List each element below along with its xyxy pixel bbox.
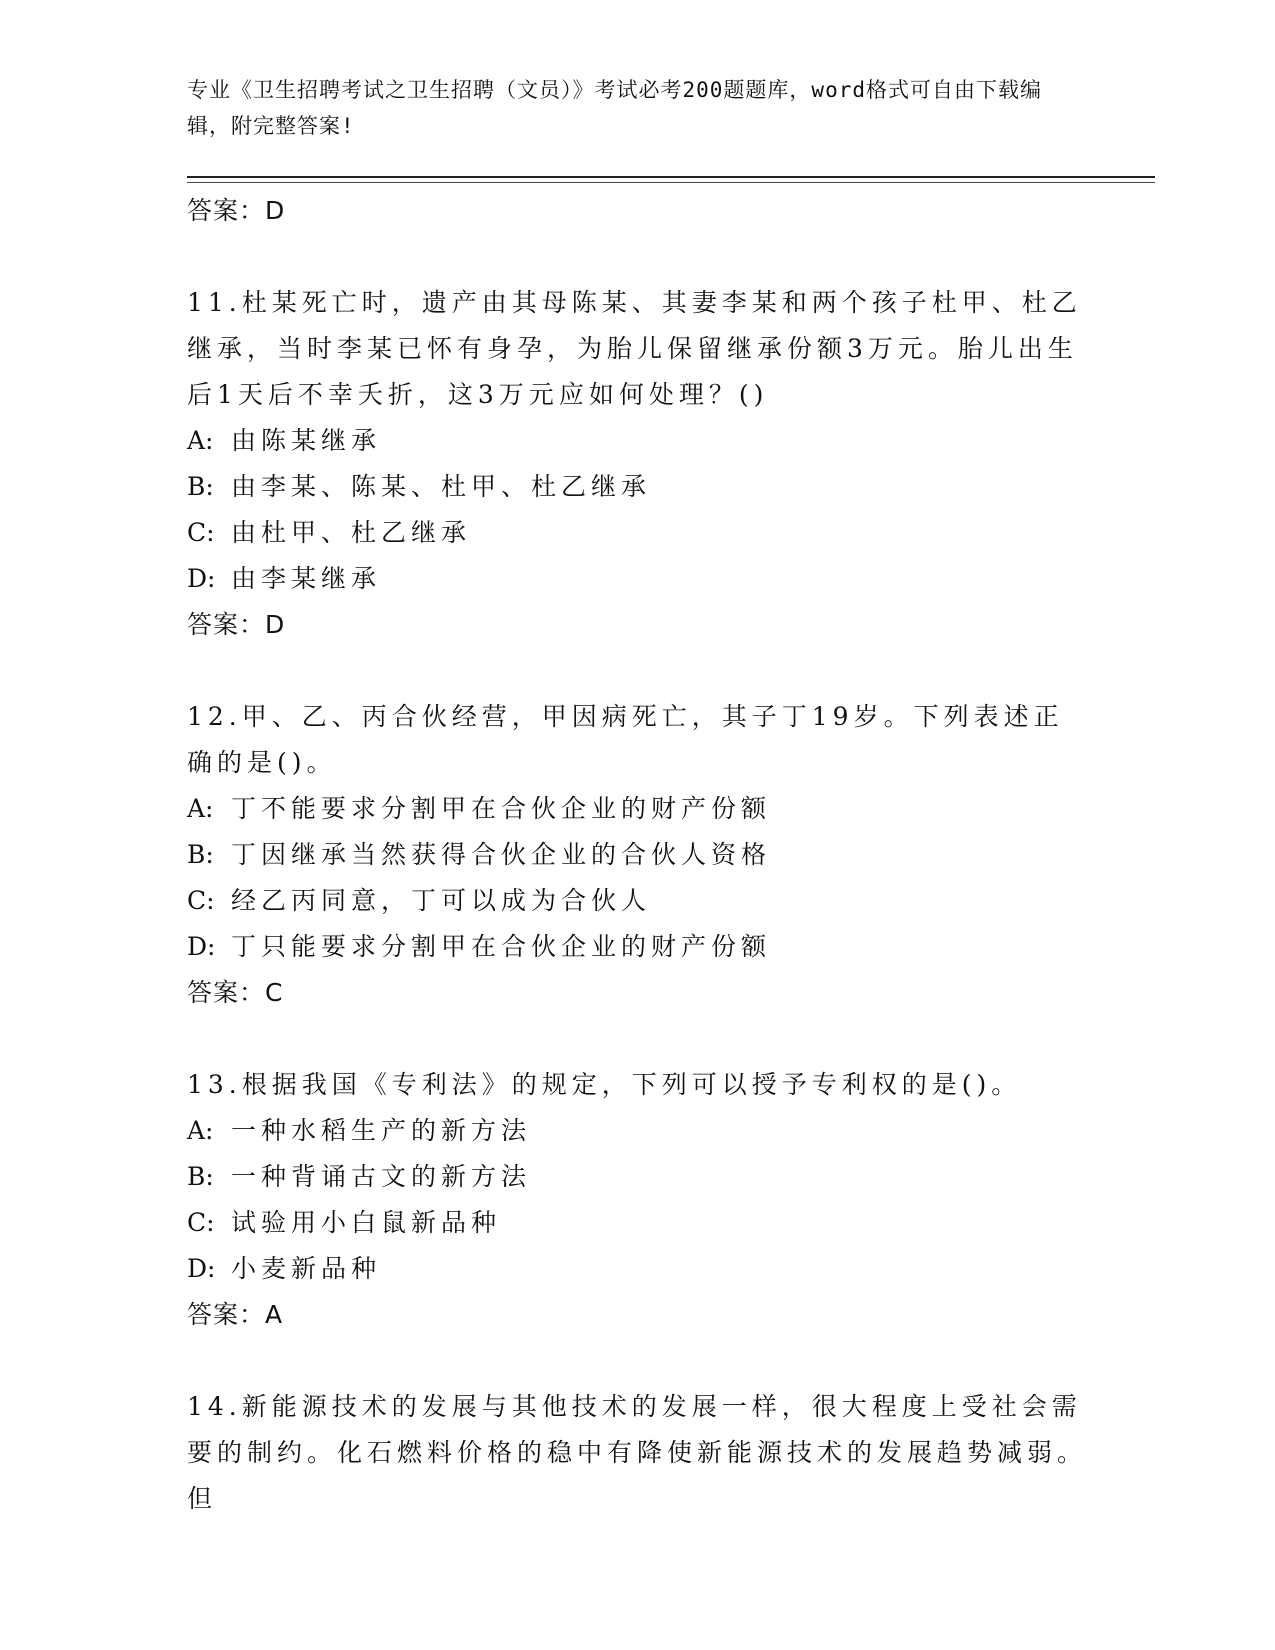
option-letter: C: <box>187 1208 215 1237</box>
option-text: 丁不能要求分割甲在合伙企业的财产份额 <box>231 794 772 823</box>
option-letter: B: <box>187 1162 214 1191</box>
option-letter: A: <box>187 1116 214 1145</box>
option-text: 丁只能要求分割甲在合伙企业的财产份额 <box>231 932 772 961</box>
spacer <box>187 234 1087 280</box>
option-letter: C: <box>187 886 215 915</box>
spacer <box>187 648 1087 694</box>
option-a <box>187 418 1087 464</box>
option-letter: B: <box>187 472 214 501</box>
answer-line: 答案：C <box>187 978 284 1007</box>
option-letter: A: <box>187 426 214 455</box>
option-c <box>187 510 1087 556</box>
question-list <box>187 188 1087 1522</box>
header-divider-thin <box>187 182 1155 183</box>
option-b <box>187 1154 1087 1200</box>
option-letter: D: <box>187 564 216 593</box>
option-d <box>187 556 1087 602</box>
spacer <box>187 1338 1087 1384</box>
option-d <box>187 924 1087 970</box>
question-12 <box>187 694 1087 1016</box>
option-b <box>187 464 1087 510</box>
option-letter: A: <box>187 794 214 823</box>
question-text: 13.根据我国《专利法》的规定，下列可以授予专利权的是()。 <box>187 1070 1022 1099</box>
option-text: 由陈某继承 <box>231 426 382 455</box>
option-letter: D: <box>187 932 216 961</box>
answer-line: 答案：A <box>187 1300 284 1329</box>
option-b <box>187 832 1087 878</box>
option-d <box>187 1246 1087 1292</box>
answer-line: 答案：D <box>187 196 286 225</box>
option-a <box>187 1108 1087 1154</box>
option-letter: D: <box>187 1254 216 1283</box>
option-c <box>187 878 1087 924</box>
option-text: 由李某、陈某、杜甲、杜乙继承 <box>231 472 652 501</box>
option-text: 试验用小白鼠新品种 <box>231 1208 502 1237</box>
question-11 <box>187 280 1087 648</box>
option-text: 由李某继承 <box>231 564 382 593</box>
option-c <box>187 1200 1087 1246</box>
option-text: 丁因继承当然获得合伙企业的合伙人资格 <box>231 840 772 869</box>
option-text: 小麦新品种 <box>231 1254 382 1283</box>
question-text: 11.杜某死亡时，遗产由其母陈某、其妻李某和两个孩子杜甲、杜乙继承，当时李某已怀有身孕，为胎儿保留继承份额3万元。胎儿出生后1天后不幸夭折，这3万元应如何处理？() <box>187 288 1082 409</box>
spacer <box>187 1016 1087 1062</box>
question-text: 12.甲、乙、丙合伙经营，甲因病死亡，其子丁19岁。下列表述正确的是()。 <box>187 702 1064 777</box>
question-14 <box>187 1384 1087 1522</box>
answer-line: 答案：D <box>187 610 286 639</box>
option-text: 一种水稻生产的新方法 <box>231 1116 532 1145</box>
option-text: 由杜甲、杜乙继承 <box>231 518 472 547</box>
option-letter: C: <box>187 518 215 547</box>
question-13 <box>187 1062 1087 1338</box>
question-text: 14.新能源技术的发展与其他技术的发展一样，很大程度上受社会需要的制约。化石燃料价格的稳中有降使新能源技术的发展趋势减弱。但 <box>187 1392 1088 1513</box>
option-letter: B: <box>187 840 214 869</box>
header-divider-thick <box>187 176 1155 178</box>
option-text: 一种背诵古文的新方法 <box>231 1162 532 1191</box>
option-text: 经乙丙同意，丁可以成为合伙人 <box>231 886 652 915</box>
document-header: 专业《卫生招聘考试之卫生招聘（文员）》考试必考200题题库，word格式可自由下载编辑，附完整答案! <box>187 78 1042 138</box>
option-a <box>187 786 1087 832</box>
